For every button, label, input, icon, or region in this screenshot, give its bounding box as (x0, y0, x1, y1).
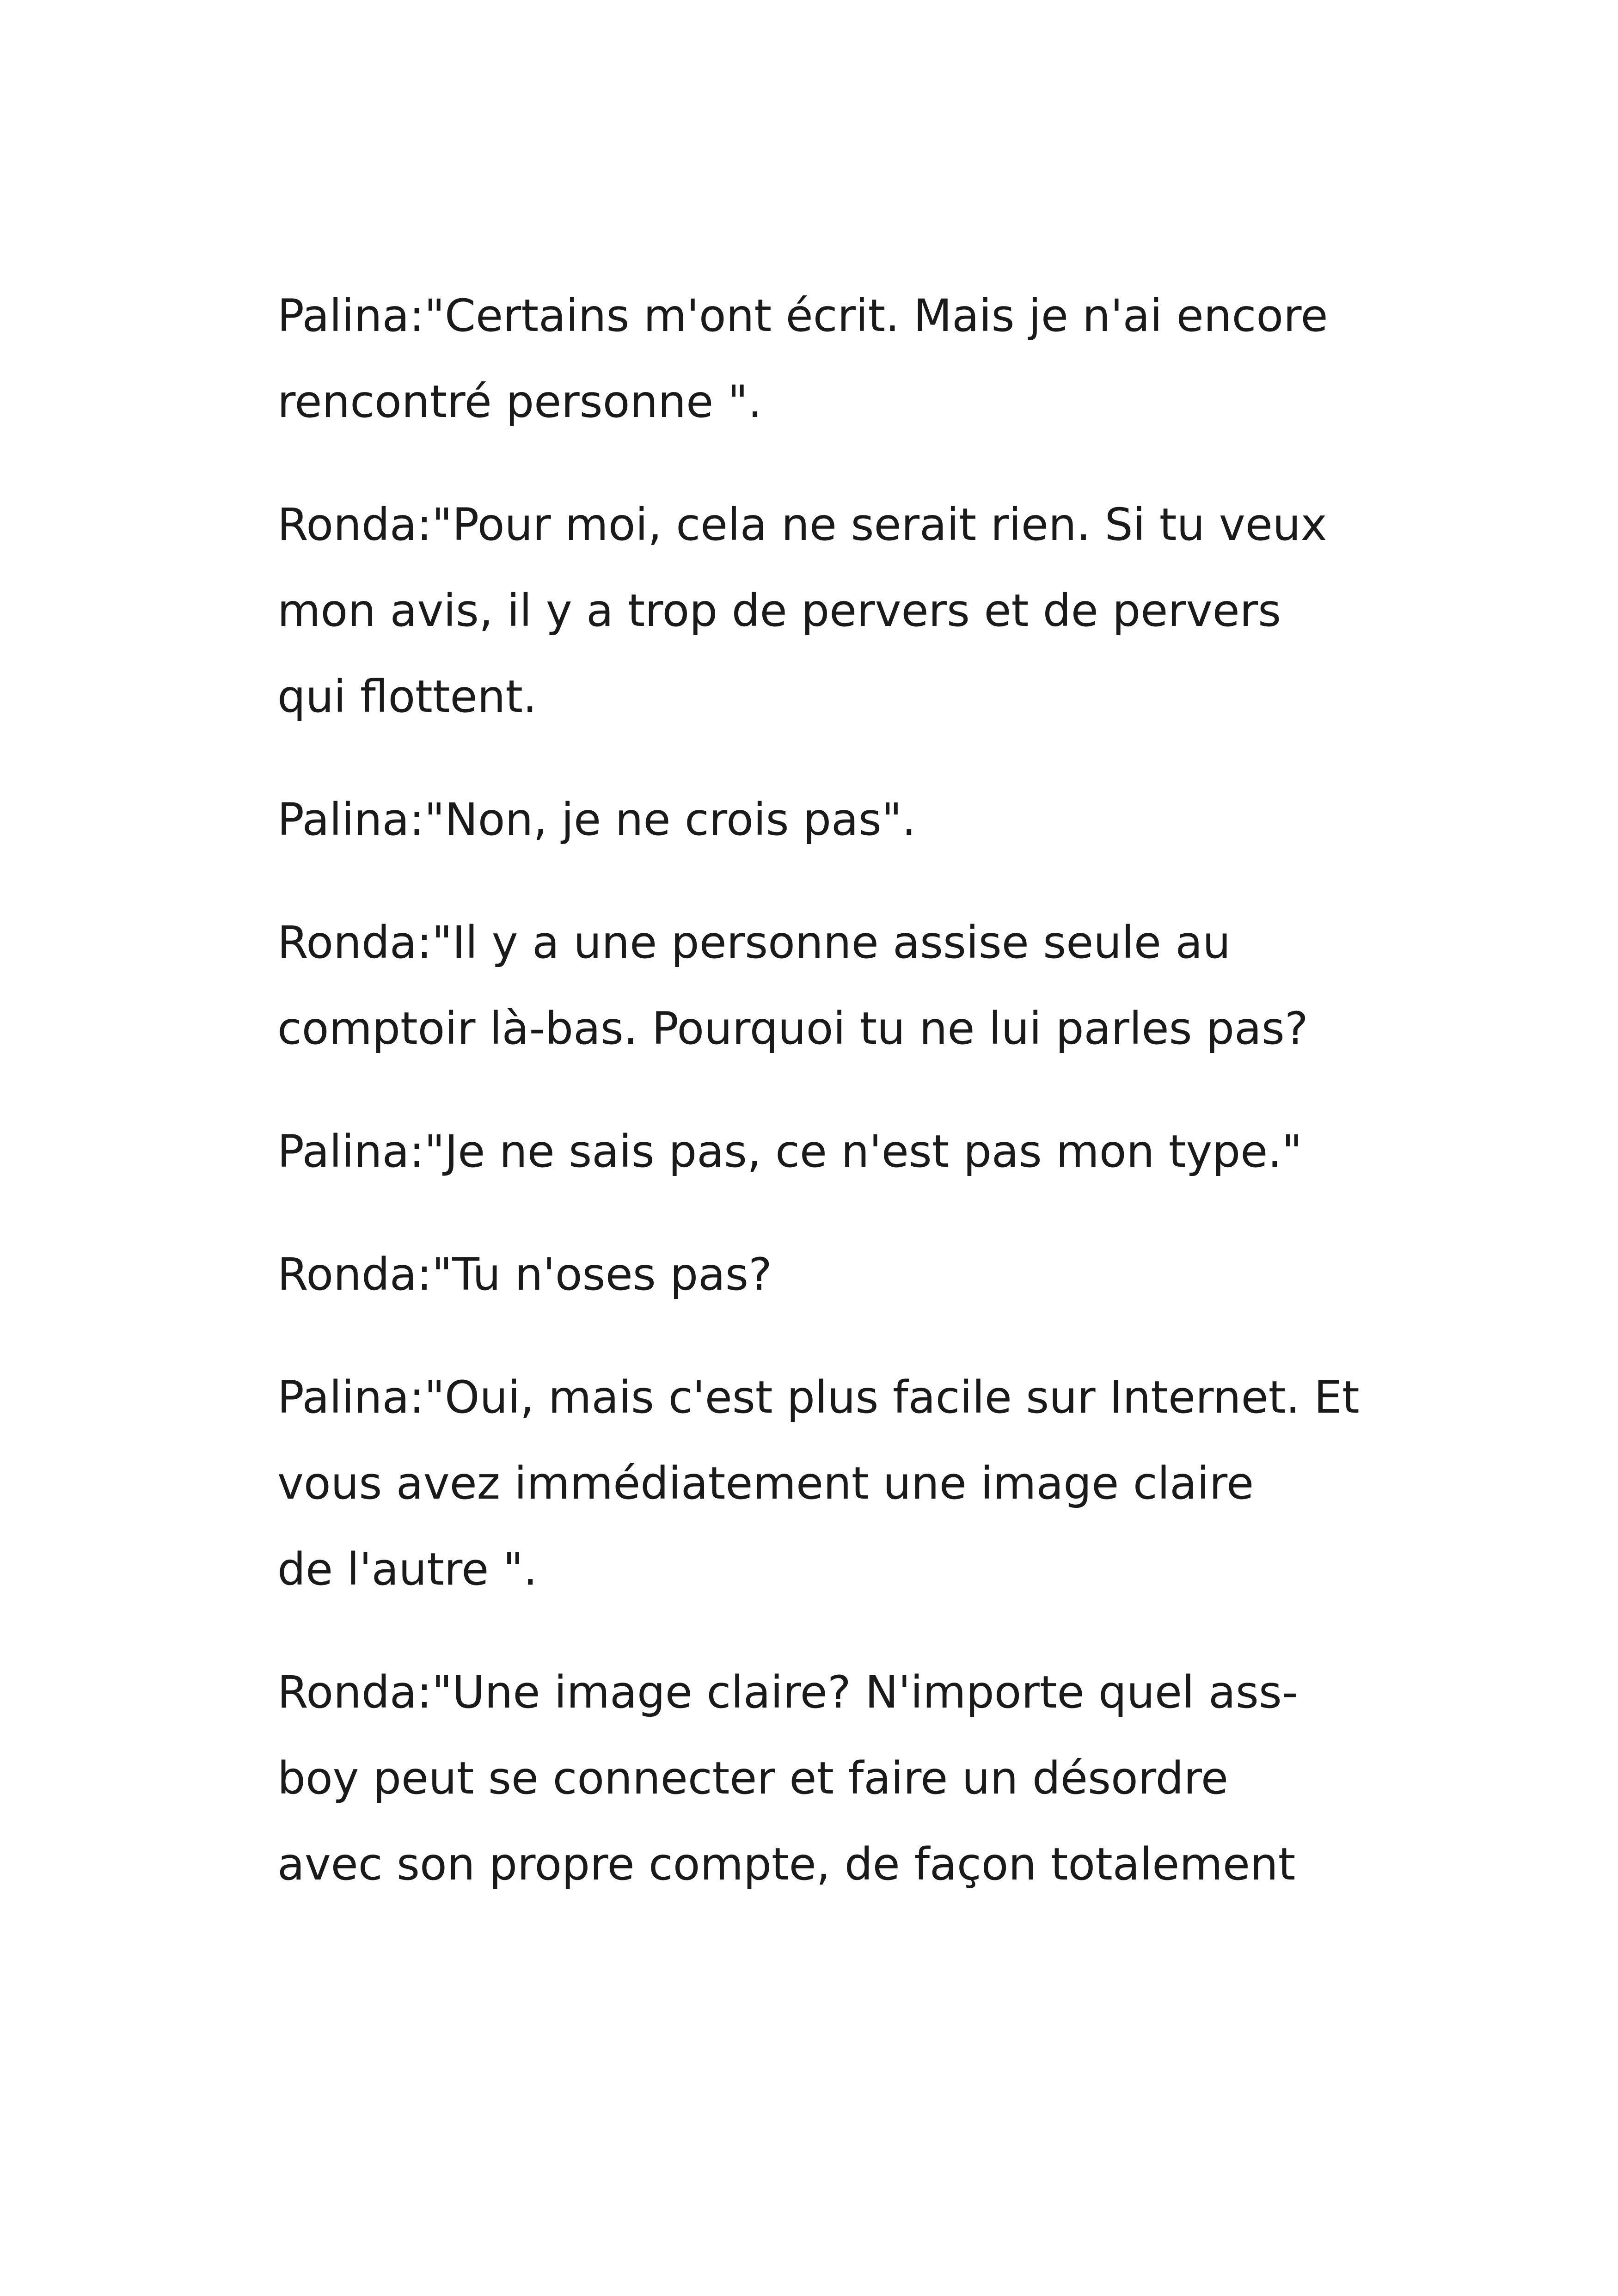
text-line: avec son propre compte, de façon totalement (277, 1838, 1296, 1890)
text-line: qui flottent. (277, 671, 537, 722)
dialogue-text (277, 273, 1461, 1944)
text-line: Palina:"Non, je ne crois pas". (277, 794, 916, 845)
paragraph (277, 273, 1461, 445)
paragraph (277, 1231, 1461, 1317)
text-line: mon avis, il y a trop de pervers et de pervers (277, 585, 1281, 637)
paragraph (277, 1649, 1461, 1907)
text-line: rencontré personne ". (277, 376, 762, 428)
paragraph (277, 900, 1461, 1071)
text-line: Palina:"Oui, mais c'est plus facile sur Internet. Et (277, 1371, 1360, 1423)
text-line: Palina:"Certains m'ont écrit. Mais je n'ai encore (277, 290, 1328, 342)
text-line: vous avez immédiatement une image claire (277, 1457, 1254, 1509)
text-line: Ronda:"Tu n'oses pas? (277, 1249, 772, 1300)
paragraph (277, 777, 1461, 863)
text-line: Ronda:"Il y a une personne assise seule au (277, 917, 1231, 968)
paragraph (277, 482, 1461, 740)
paragraph (277, 1108, 1461, 1194)
paragraph (277, 1354, 1461, 1612)
text-line: de l'autre ". (277, 1543, 538, 1595)
text-line: Ronda:"Pour moi, cela ne serait rien. Si tu veux (277, 499, 1327, 551)
text-line: boy peut se connecter et faire un désordre (277, 1752, 1228, 1804)
text-line: Ronda:"Une image claire? N'importe quel ass- (277, 1666, 1298, 1718)
text-line: Palina:"Je ne sais pas, ce n'est pas mon type." (277, 1126, 1302, 1177)
text-line: comptoir là-bas. Pourquoi tu ne lui parles pas? (277, 1003, 1308, 1054)
